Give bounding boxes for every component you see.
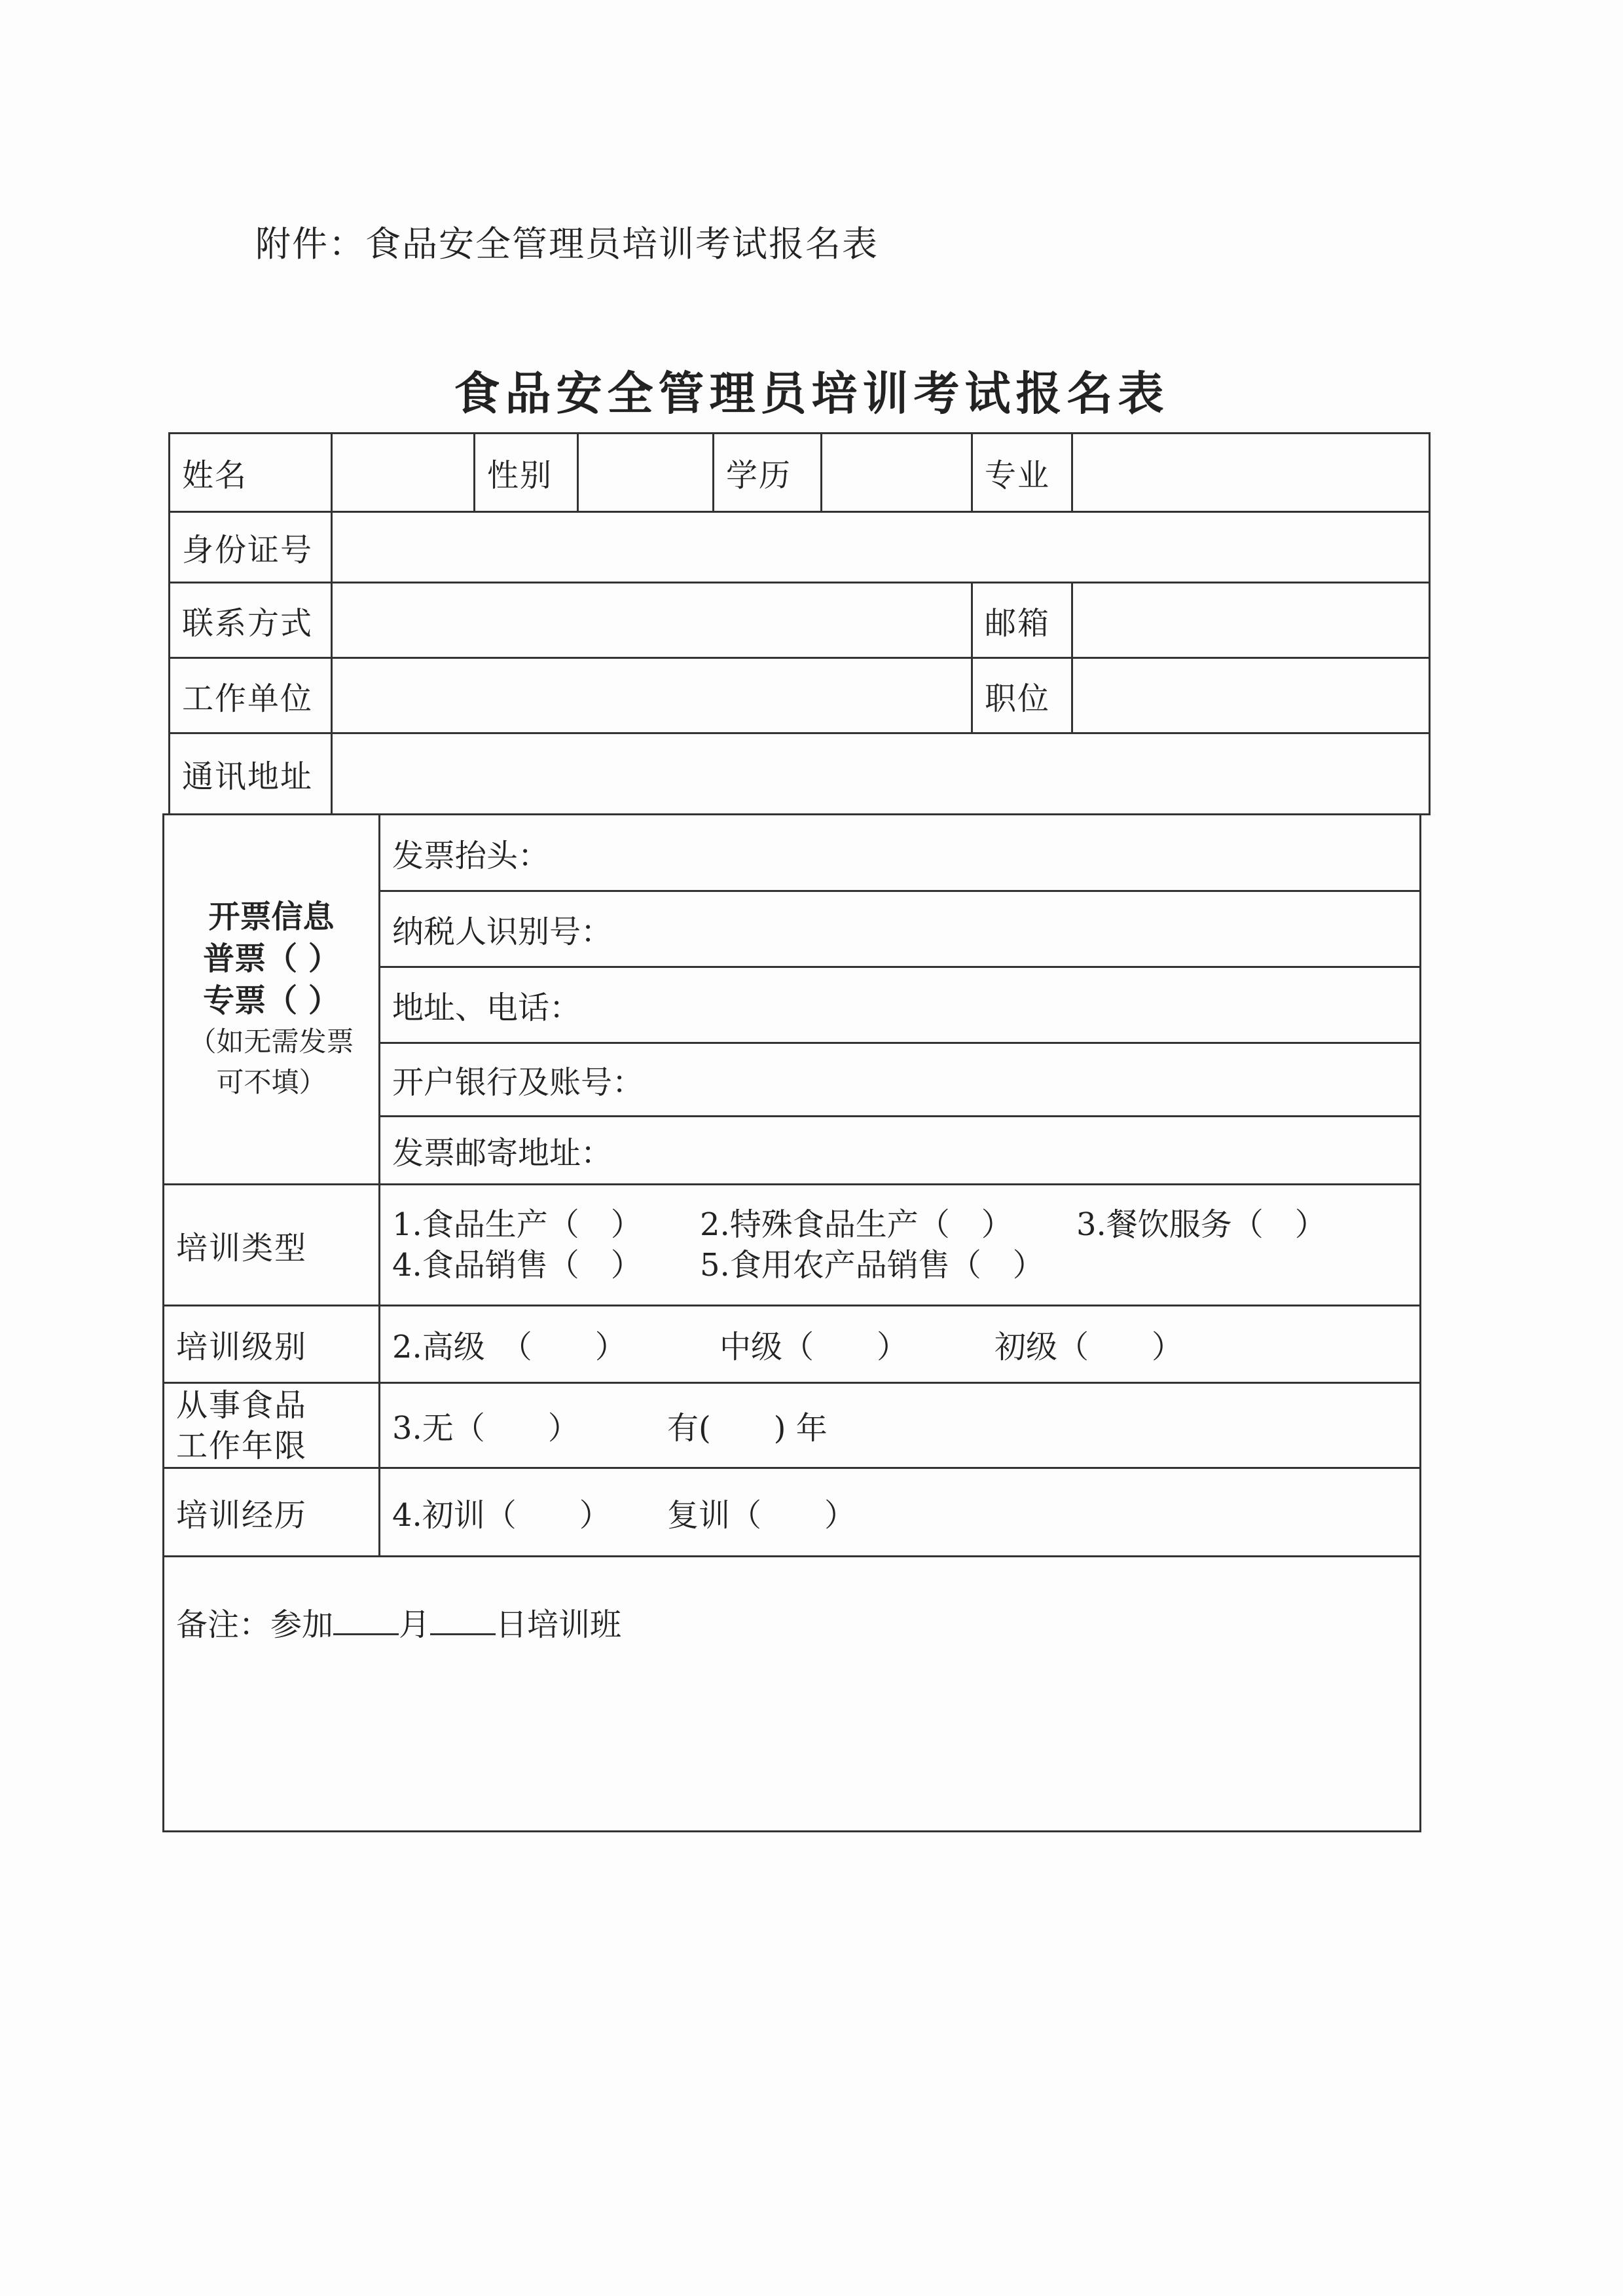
taxpayer-id-field[interactable]: 纳税人识别号： — [380, 891, 1421, 967]
invoice-note-2: 可不填） — [216, 1066, 327, 1098]
training-level-mid[interactable]: 中级（ ） — [720, 1329, 909, 1365]
position-field[interactable] — [1072, 658, 1430, 733]
email-field[interactable] — [1072, 583, 1430, 658]
training-history-options — [380, 1468, 1421, 1557]
gender-label: 性别 — [475, 434, 578, 512]
training-history-initial[interactable]: 4.初训（ ） — [392, 1496, 611, 1534]
gender-field[interactable] — [578, 434, 714, 512]
bank-account-field[interactable]: 开户银行及账号： — [380, 1043, 1421, 1117]
month-blank[interactable] — [333, 1604, 399, 1635]
attachment-line: 附件：食品安全管理员培训考试报名表 — [255, 223, 879, 265]
training-history-label: 培训经历 — [164, 1468, 380, 1557]
invoice-normal-option[interactable]: 普票（ ） — [203, 940, 340, 977]
form-title: 食品安全管理员培训考试报名表 — [454, 367, 1169, 420]
position-label: 职位 — [972, 658, 1072, 733]
work-years-has[interactable]: 有( ) 年 — [667, 1410, 828, 1447]
major-label: 专业 — [972, 434, 1072, 512]
training-type-opt3[interactable]: 3.餐饮服务（ ） — [1076, 1206, 1326, 1243]
remark-suffix: 日培训班 — [496, 1606, 622, 1643]
personal-info-table — [168, 432, 1431, 815]
remark-month: 月 — [399, 1606, 431, 1643]
training-level-high[interactable]: 2.高级 （ ） — [392, 1329, 627, 1365]
id-number-label: 身份证号 — [170, 512, 332, 583]
work-years-label-1: 从事食品 — [176, 1386, 308, 1424]
remark-cell[interactable] — [164, 1557, 1421, 1832]
work-years-options — [380, 1383, 1421, 1468]
contact-label: 联系方式 — [170, 583, 332, 658]
work-years-label-2: 工作年限 — [176, 1427, 308, 1464]
training-level-junior[interactable]: 初级（ ） — [994, 1329, 1184, 1365]
mailing-address-label: 通讯地址 — [170, 733, 332, 815]
training-level-options — [380, 1306, 1421, 1383]
training-type-opt1[interactable]: 1.食品生产（ ） — [392, 1206, 642, 1243]
invoice-title-field[interactable]: 发票抬头： — [380, 815, 1421, 891]
training-type-options — [380, 1185, 1421, 1306]
email-label: 邮箱 — [972, 583, 1072, 658]
name-field[interactable] — [332, 434, 475, 512]
work-unit-field[interactable] — [332, 658, 972, 733]
invoice-mailing-address-field[interactable]: 发票邮寄地址： — [380, 1117, 1421, 1185]
id-number-field[interactable] — [332, 512, 1430, 583]
training-type-label: 培训类型 — [164, 1185, 380, 1306]
invoice-address-phone-field[interactable]: 地址、电话： — [380, 967, 1421, 1043]
remark-prefix: 备注：参加 — [176, 1606, 334, 1643]
education-field[interactable] — [822, 434, 972, 512]
invoice-heading: 开票信息 — [208, 898, 335, 935]
work-unit-label: 工作单位 — [170, 658, 332, 733]
training-type-opt2[interactable]: 2.特殊食品生产（ ） — [700, 1206, 1013, 1243]
training-level-label: 培训级别 — [164, 1306, 380, 1383]
mailing-address-field[interactable] — [332, 733, 1430, 815]
training-history-refresher[interactable]: 复训（ ） — [667, 1496, 856, 1534]
work-years-none[interactable]: 3.无（ ） — [392, 1410, 579, 1447]
major-field[interactable] — [1072, 434, 1430, 512]
invoice-note-1: （如无需发票 — [189, 1026, 354, 1058]
contact-field[interactable] — [332, 583, 972, 658]
invoice-special-option[interactable]: 专票（ ） — [203, 982, 340, 1019]
training-info-table — [162, 813, 1421, 1832]
work-years-label — [164, 1383, 380, 1468]
day-blank[interactable] — [430, 1604, 496, 1635]
training-type-opt4[interactable]: 4.食品销售（ ） — [392, 1247, 642, 1284]
education-label: 学历 — [714, 434, 822, 512]
training-type-opt5[interactable]: 5.食用农产品销售（ ） — [700, 1247, 1044, 1284]
invoice-info-label — [164, 815, 380, 1185]
name-label: 姓名 — [170, 434, 332, 512]
